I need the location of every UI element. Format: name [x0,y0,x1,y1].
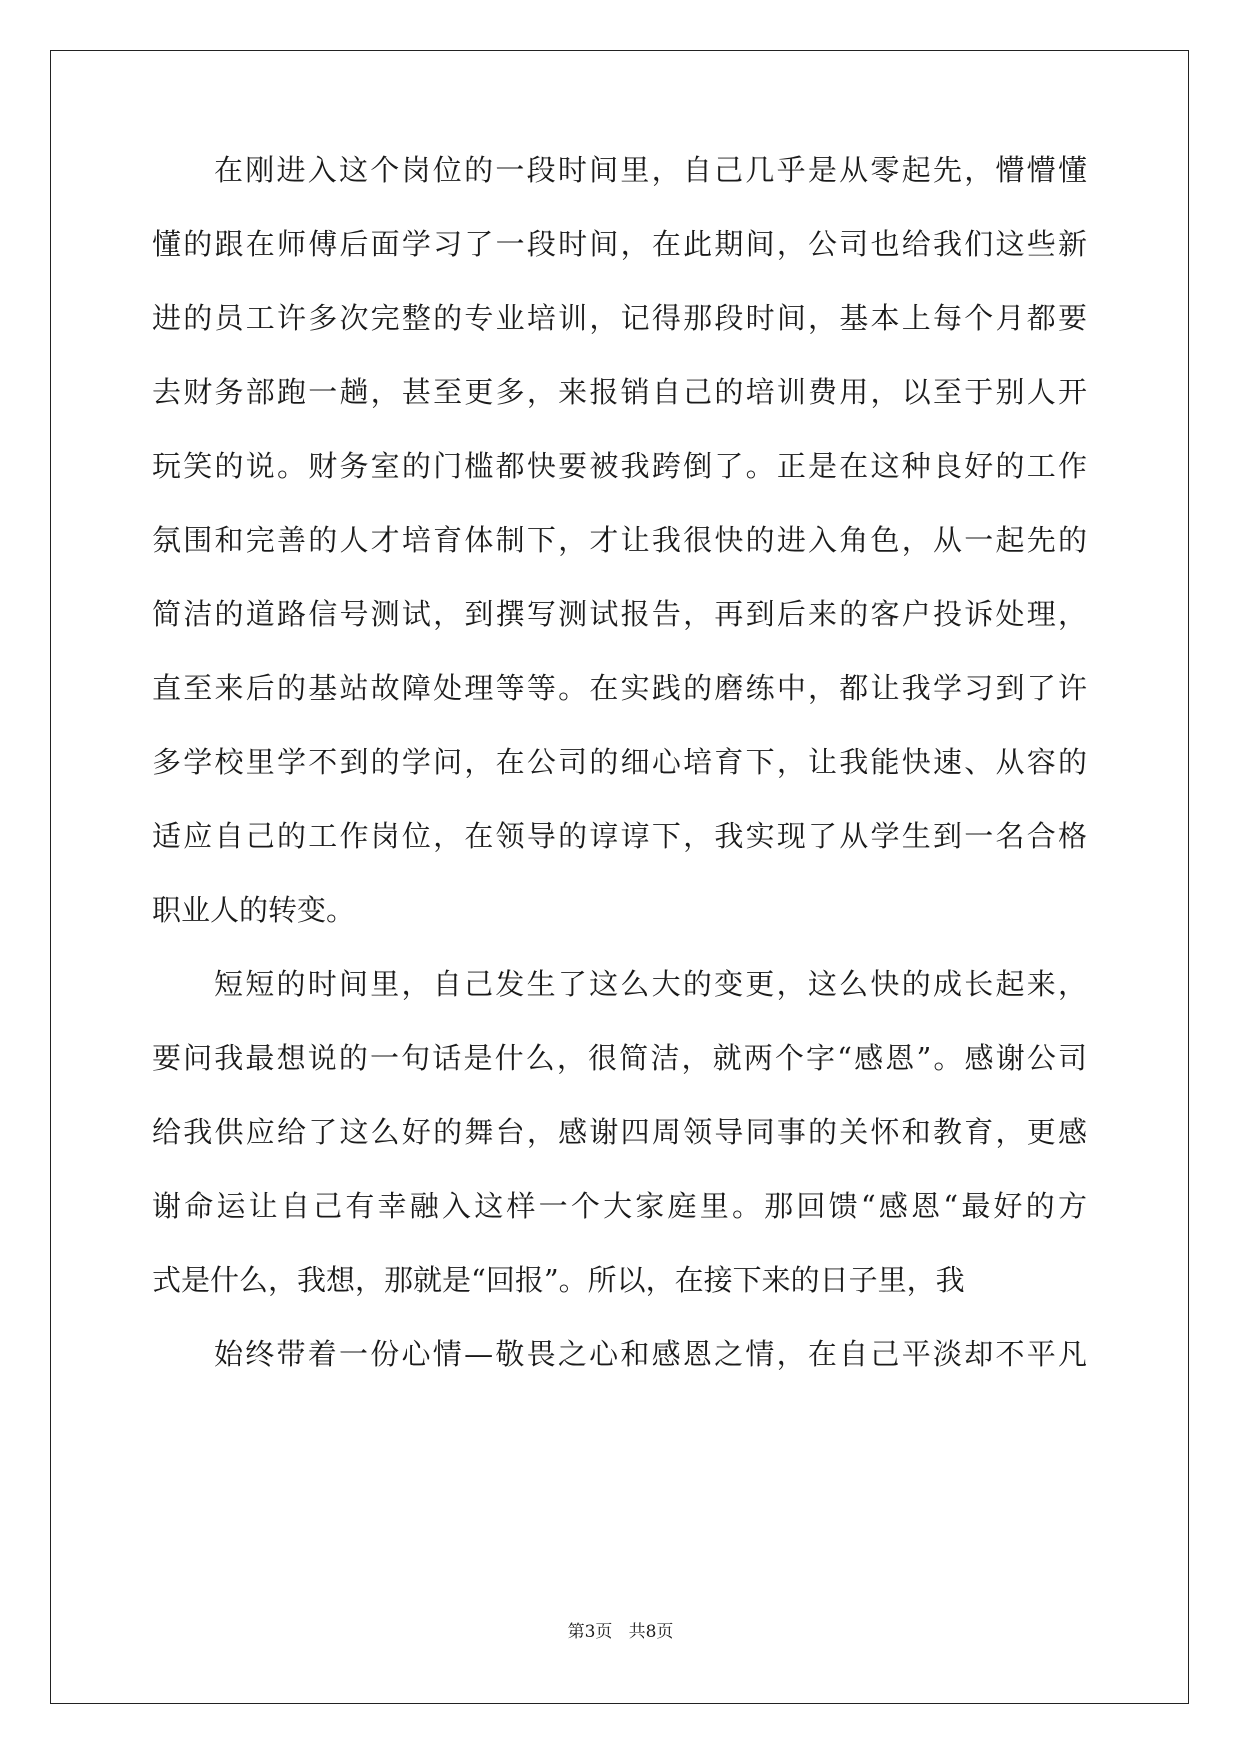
paragraph-line: 职业人的转变。 [152,893,356,927]
paragraph-line: 直至来后的基站故障处理等等。在实践的磨练中，都让我学习到了许 [152,671,1087,705]
paragraph-line: 懂的跟在师傅后面学习了一段时间，在此期间，公司也给我们这些新 [152,227,1087,261]
paragraph-line: 氛围和完善的人才培育体制下，才让我很快的进入角色，从一起先的 [152,523,1087,557]
paragraph-line: 始终带着一份心情—敬畏之心和感恩之情，在自己平淡却不平凡 [214,1337,1087,1371]
page-number-footer: 第3页 共8页 [567,1622,674,1642]
paragraph-line: 进的员工许多次完整的专业培训，记得那段时间，基本上每个月都要 [152,301,1087,335]
paragraph-line: 要问我最想说的一句话是什么，很简洁，就两个字“感恩”。感谢公司 [152,1041,1087,1075]
paragraph-line: 短短的时间里，自己发生了这么大的变更，这么快的成长起来， [214,967,1087,1001]
paragraph-line: 谢命运让自己有幸融入这样一个大家庭里。那回馈“感恩“最好的方 [152,1189,1087,1223]
paragraph-line: 式是什么，我想，那就是“回报”。所以，在接下来的日子里，我 [152,1263,965,1297]
paragraph-line: 去财务部跑一趟，甚至更多，来报销自己的培训费用，以至于别人开 [152,375,1087,409]
paragraph-line: 多学校里学不到的学问，在公司的细心培育下，让我能快速、从容的 [152,745,1087,779]
paragraph-line: 简洁的道路信号测试，到撰写测试报告，再到后来的客户投诉处理， [152,597,1087,631]
paragraph-line: 适应自己的工作岗位，在领导的谆谆下，我实现了从学生到一名合格 [152,819,1087,853]
paragraph-line: 玩笑的说。财务室的门槛都快要被我跨倒了。正是在这种良好的工作 [152,449,1087,483]
paragraph-line: 给我供应给了这么好的舞台，感谢四周领导同事的关怀和教育，更感 [152,1115,1087,1149]
paragraph-line: 在刚进入这个岗位的一段时间里，自己几乎是从零起先，懵懵懂 [214,153,1087,187]
